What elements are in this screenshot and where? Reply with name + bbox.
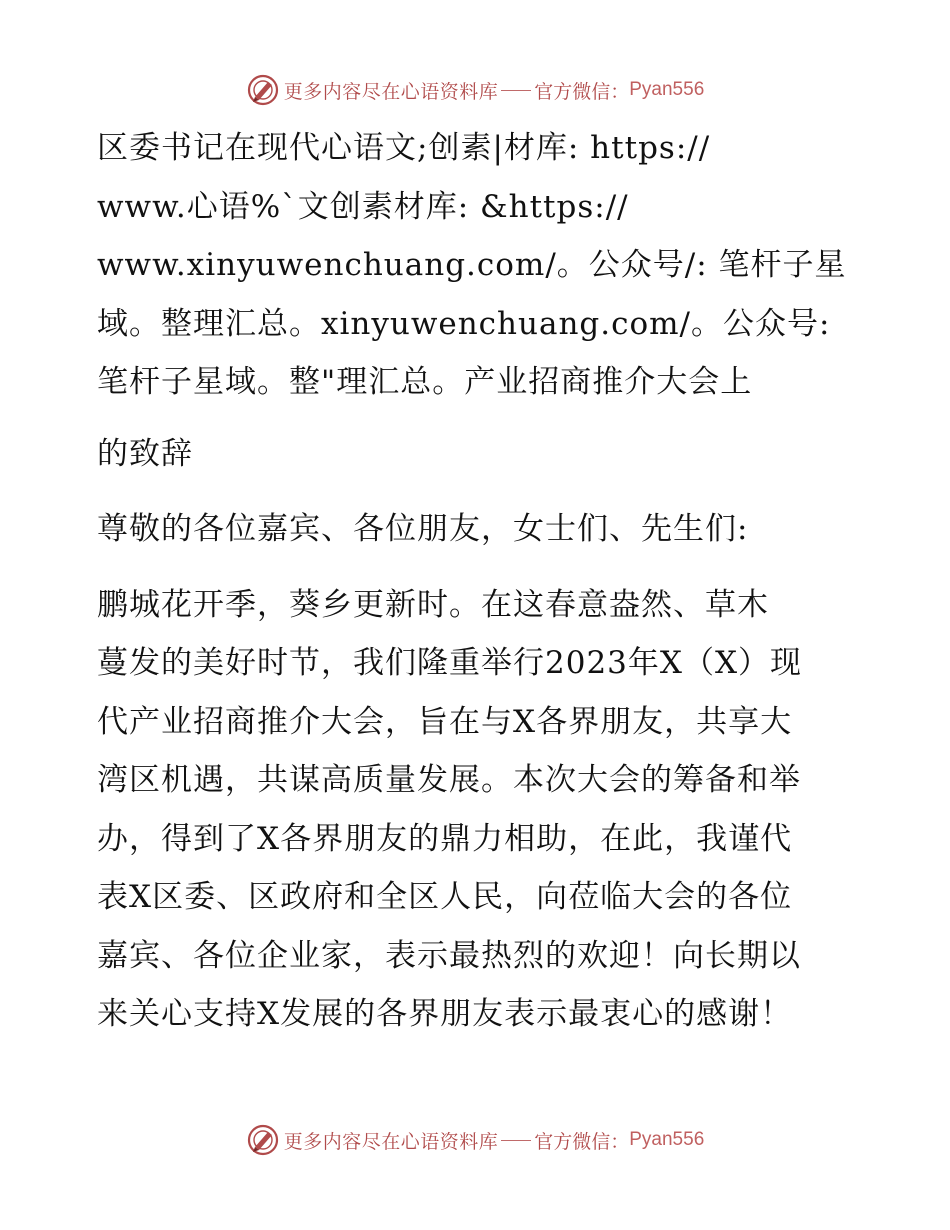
- text-line: 嘉宾、各位企业家，表示最热烈的欢迎！向长期以: [97, 938, 801, 974]
- text-line: 代产业招商推介大会，旨在与X各界朋友，共享大: [97, 704, 793, 740]
- text-line: 办，得到了X各界朋友的鼎力相助，在此，我谨代: [97, 821, 793, 857]
- text-line: 来关心支持X发展的各界朋友表示最衷心的感谢！: [97, 996, 793, 1032]
- text-line: www.心语%`文创素材库: &https://: [97, 189, 629, 225]
- logo-icon: [246, 1123, 280, 1157]
- banner-wechat-id: Pyan556: [629, 1129, 705, 1150]
- banner-text: 更多内容尽在心语资料库: [283, 1130, 499, 1153]
- banner-dash: [501, 1140, 531, 1141]
- banner-wechat-label: 官方微信：: [534, 80, 630, 103]
- header-banner: [0, 70, 950, 110]
- text-line: 尊敬的各位嘉宾、各位朋友，女士们、先生们:: [97, 511, 749, 547]
- banner-wechat-label: 官方微信：: [534, 1130, 630, 1153]
- footer-banner: [0, 1120, 950, 1160]
- text-line: 区委书记在现代心语文;创素|材库: https://: [97, 130, 711, 166]
- text-line: 表X区委、区政府和全区人民，向莅临大会的各位: [97, 879, 793, 915]
- text-line: www.xinyuwenchuang.com/。公众号/: 笔杆子星: [97, 247, 847, 283]
- banner-dash: [501, 90, 531, 91]
- text-line: 鹏城花开季，葵乡更新时。在这春意盎然、草木: [97, 587, 769, 623]
- logo-icon: [246, 73, 280, 107]
- banner-text: 更多内容尽在心语资料库: [283, 80, 499, 103]
- text-line: 蔓发的美好时节，我们隆重举行2023年X（X）现: [97, 645, 803, 681]
- text-line: 域。整理汇总。xinyuwenchuang.com/。公众号:: [97, 306, 831, 342]
- text-line: 的致辞: [97, 436, 193, 472]
- text-line: 湾区机遇，共谋高质量发展。本次大会的筹备和举: [97, 762, 801, 798]
- text-line: 笔杆子星域。整"理汇总。产业招商推介大会上: [97, 364, 753, 400]
- banner-wechat-id: Pyan556: [629, 79, 705, 100]
